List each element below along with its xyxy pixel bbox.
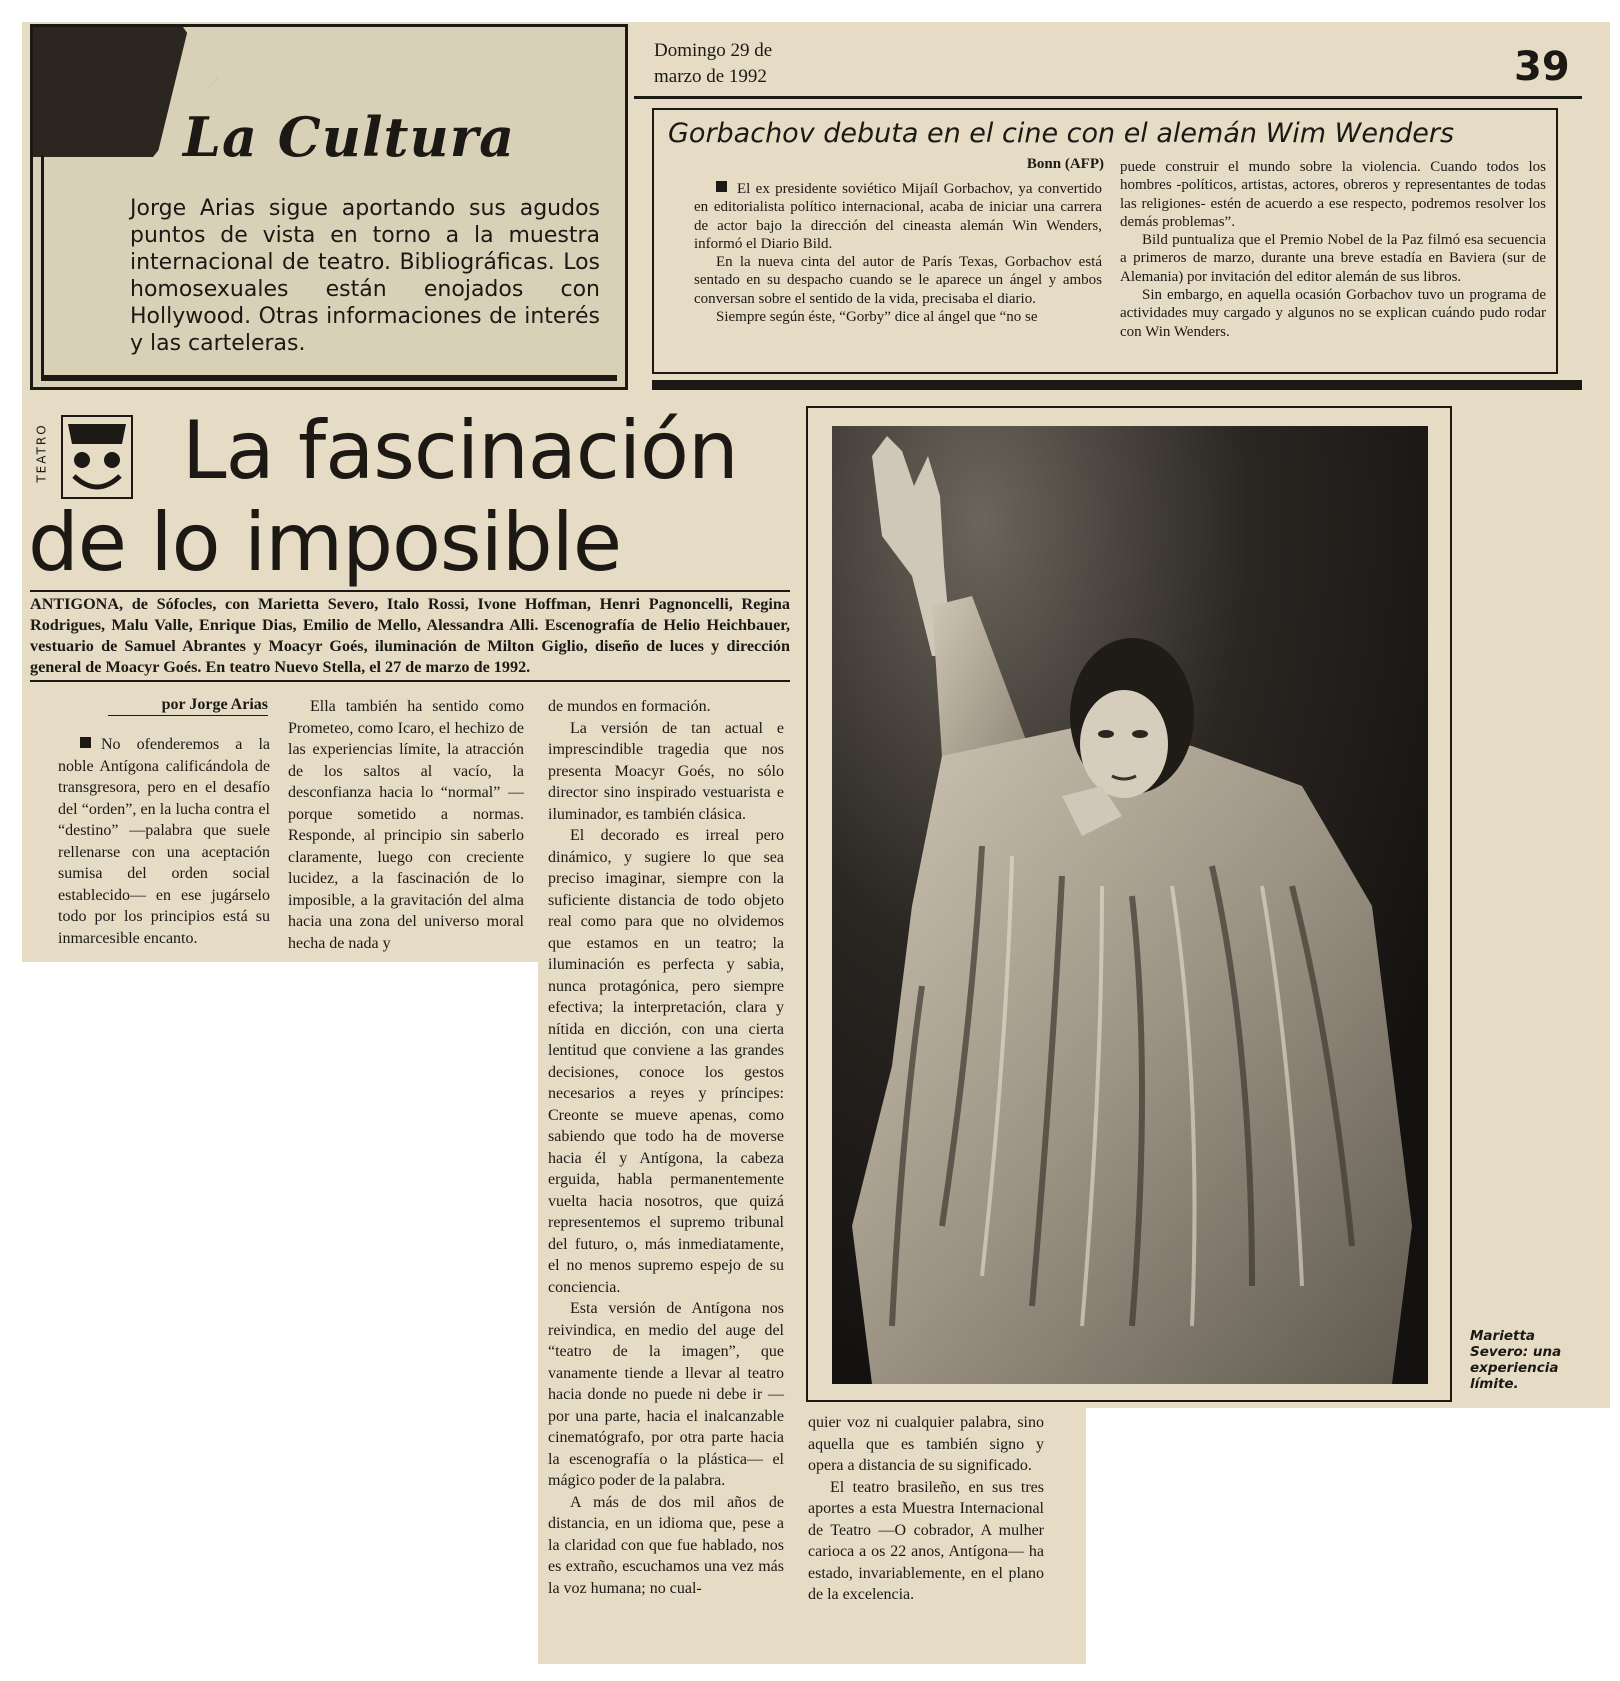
- news-brief-paragraph: Sin embargo, en aquella ocasión Gorbachov tuvo un programa de actividades muy cargado y algunos no se explican cuándo pudo rodar con Win Wenders.: [1120, 287, 1546, 340]
- news-brief-box: [652, 108, 1558, 374]
- bullet-icon: [716, 181, 727, 192]
- news-brief-dateline: Bonn (AFP): [1026, 156, 1104, 172]
- issue-date-line1: Domingo 29 de: [654, 40, 773, 61]
- article-paragraph: A más de dos mil años de distancia, en un idioma que, pese a la claridad con que fue hablado, nos es extraño, escuchamos una vez más la voz humana; no cual-: [548, 1493, 784, 1597]
- news-brief-paragraph: En la nueva cinta del autor de París Texas, Gorbachov está sentado en su despacho cuando se le aparece un ángel y ambos conversan sobre el sentido de la vida, precisaba el diario.: [694, 254, 1102, 307]
- article-paragraph: La versión de tan actual e imprescindible tragedia que nos presenta Moacyr Goés, no sólo director sino inspirado vestuarista e iluminador, es también clásica.: [548, 719, 784, 823]
- article-paragraph: El teatro brasileño, en sus tres aportes a esta Muestra Internacional de Teatro —O cobrador, A mulher carioca a os 22 anos, Antígona— ha estado, invariablemente, en el plano de la excelencia.: [808, 1478, 1044, 1603]
- news-brief-column-1: [694, 180, 1102, 326]
- article-column-2: [288, 696, 524, 954]
- page-number: 39: [1514, 44, 1570, 90]
- news-brief-column-2: [1120, 158, 1546, 341]
- bullet-icon: [80, 737, 91, 748]
- news-brief-headline: Gorbachov debuta en el cine con el alemán Wim Wenders: [668, 118, 1455, 149]
- news-brief-bottom-rule: [652, 380, 1582, 390]
- article-column-3: [548, 696, 784, 1599]
- article-paragraph: No ofenderemos a la noble Antígona calificándola de transgresora, pero en el desafío del “orden”, en la lucha contra el “destino” —palabra que suele rellenarse con una aceptación sumisa del orden social establecido— en ese jugárselo todo por los principios está su inmarcesible encanto.: [58, 736, 270, 947]
- article-paragraph: El decorado es irreal pero dinámico, y sugiere lo que sea preciso imaginar, siempre con la suficiente distancia de todo objeto real como para que no olvidemos que estamos en un teatro; la iluminación es perfecta y sabia, nunca protagónica, pero siempre efectiva; la interpretación, clara y nítida en dicción, con una cierta lentitud que conviene a las grandes decisiones, conoce los gestos necesarios a reyes y príncipes: Creonte se mueve apenas, como sabiendo que todo ha de moverse hacia él y Antígona, la cabeza erguida, habla permanentemente vuelta hacia nosotros, que quizá representemos el supremo tribunal del futuro, o, más inmediatamente, el no menos supremo espejo de su conciencia.: [548, 827, 784, 1296]
- teatro-section-label: TEATRO: [34, 423, 49, 483]
- issue-date: [654, 38, 772, 90]
- teatro-section-logo: [34, 410, 140, 500]
- article-column-4: [808, 1412, 1044, 1606]
- photo-caption: Marietta Severo: una experiencia límite.: [1470, 1328, 1562, 1392]
- section-header-box: [30, 24, 628, 390]
- header-box-inner-border: [41, 155, 617, 381]
- article-headline-line2: de lo imposible: [28, 496, 622, 589]
- section-summary: Jorge Arias sigue aportando sus agudos puntos de vista en torno a la muestra internacional de teatro. Bibliográficas. Los homosexuales están enojados con Hollywood. Otras informaciones de interés y las carteleras.: [130, 196, 600, 356]
- theatre-masks-icon: [60, 414, 134, 500]
- section-title: La Cultura: [183, 105, 516, 169]
- issue-date-line2: marzo de 1992: [654, 66, 767, 87]
- credits-top-rule: [30, 590, 790, 592]
- article-paragraph: Ella también ha sentido como Prometeo, como Icaro, el hechizo de las experiencias límite, la atracción de los saltos al vacío, la desconfianza hacia lo “normal” —porque sometido a normas. Responde, al principio sin saberlo claramente, luego con creciente lucidez, a la fascinación de lo imposible, a la gravitación del alma hacia una zona del universo moral hecha de nada y: [288, 698, 524, 952]
- byline: por Jorge Arias: [108, 696, 268, 716]
- news-brief-paragraph: El ex presidente soviético Mijaíl Gorbachov, ya convertido en editorialista político internacional, acaba de iniciar una carrera de actor bajo la dirección del cineasta alemán Win Wenders, informó el Diario Bild.: [694, 181, 1102, 252]
- news-brief-paragraph: Bild puntualiza que el Premio Nobel de la Paz filmó esa secuencia a primeros de marzo, durante una breve estadía en Baviera (sur de Alemania) por invitación del editor alemán de sus libros.: [1120, 232, 1546, 285]
- article-headline-line1: La fascinación: [182, 404, 738, 497]
- news-brief-top-rule: [634, 96, 1582, 99]
- actress-photo: [832, 426, 1428, 1384]
- article-column-1: [58, 734, 270, 949]
- news-brief-paragraph: Siempre según éste, “Gorby” dice al ángel que “no se: [716, 309, 1038, 326]
- article-paragraph: Esta versión de Antígona nos reivindica, en medio del auge del “teatro de la imagen”, que vanamente tiende a llevar al teatro hacia donde no puede ni debe ir —por una parte, hacia el inalcanzable cinematógrafo, por otra parte hacia la escenografía o la plástica— el mágico poder de la palabra.: [548, 1300, 784, 1489]
- credits-bottom-rule: [30, 680, 790, 682]
- article-paragraph: de mundos en formación.: [548, 698, 711, 715]
- news-brief-paragraph: puede construir el mundo sobre la violencia. Cuando todos los hombres -políticos, artistas, actores, obreros y representantes de todas las religiones- estén de acuerdo a ese respecto, podremos resolver los demás problemas”.: [1120, 159, 1546, 230]
- article-paragraph: quier voz ni cualquier palabra, sino aquella que es también signo y opera a distancia de su significado.: [808, 1414, 1044, 1474]
- photo-frame: [806, 406, 1452, 1402]
- production-credits: ANTIGONA, de Sófocles, con Marietta Severo, Italo Rossi, Ivone Hoffman, Henri Pagnoncelli, Regina Rodrigues, Malu Valle, Enrique Dias, Emilio de Mello, Alessandra Alli. Escenografía de Helio Heichbauer, vestuario de Samuel Abrantes y Moacyr Goés, iluminación de Milton Giglio, diseño de luces y dirección general de Moacyr Goés. En teatro Nuevo Stella, el 27 de marzo de 1992.: [30, 595, 790, 676]
